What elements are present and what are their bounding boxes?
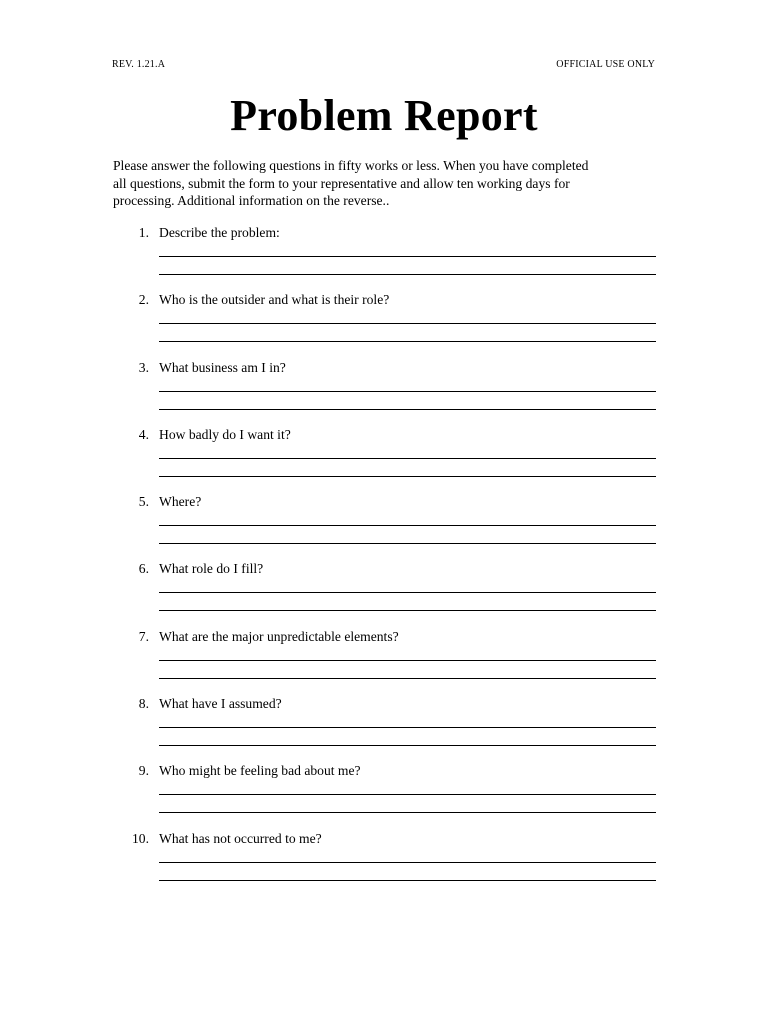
page-title: Problem Report <box>230 91 538 140</box>
question-number: 3. <box>138 359 149 375</box>
answer-line[interactable] <box>159 525 656 526</box>
answer-line[interactable] <box>159 794 656 795</box>
answer-line[interactable] <box>159 880 656 881</box>
question-item <box>113 224 658 291</box>
question-text: Who might be feeling bad about me? <box>159 763 361 779</box>
question-number: 2. <box>138 292 149 308</box>
question-item <box>113 628 658 695</box>
question-number: 7. <box>138 628 149 644</box>
revision-label: REV. 1.21.A <box>112 59 166 70</box>
question-number: 8. <box>138 696 149 712</box>
answer-line[interactable] <box>159 592 656 593</box>
question-text: Who is the outsider and what is their role? <box>159 292 390 308</box>
question-text: What business am I in? <box>159 359 286 375</box>
question-number: 5. <box>138 494 149 510</box>
question-text: How badly do I want it? <box>159 426 291 442</box>
question-text: Where? <box>159 494 202 510</box>
question-number: 1. <box>138 225 149 240</box>
answer-line[interactable] <box>159 543 656 544</box>
question-number: 4. <box>138 426 149 442</box>
question-number: 10. <box>132 830 149 846</box>
question-item <box>113 359 658 426</box>
answer-line[interactable] <box>159 812 656 813</box>
question-text: What have I assumed? <box>159 696 282 712</box>
question-item <box>113 695 658 762</box>
instructions-line: processing. Additional information on the reverse.. <box>113 193 390 208</box>
answer-line[interactable] <box>159 610 656 611</box>
answer-line[interactable] <box>159 274 656 275</box>
answer-line[interactable] <box>159 745 656 746</box>
question-text: What are the major unpredictable elements? <box>159 628 399 644</box>
classification-label: OFFICIAL USE ONLY <box>556 59 655 70</box>
question-list <box>113 224 658 897</box>
answer-line[interactable] <box>159 862 656 863</box>
answer-line[interactable] <box>159 391 656 392</box>
answer-line[interactable] <box>159 678 656 679</box>
question-item <box>113 762 658 829</box>
answer-line[interactable] <box>159 323 656 324</box>
answer-line[interactable] <box>159 256 656 257</box>
question-text: What has not occurred to me? <box>159 830 322 846</box>
question-text: What role do I fill? <box>159 561 264 577</box>
answer-line[interactable] <box>159 660 656 661</box>
question-text: Describe the problem: <box>159 225 280 240</box>
question-item <box>113 426 658 493</box>
answer-line[interactable] <box>159 341 656 342</box>
answer-line[interactable] <box>159 727 656 728</box>
question-number: 6. <box>138 561 149 577</box>
question-item <box>113 291 658 358</box>
instructions-line: Please answer the following questions in fifty works or less. When you have completed <box>113 158 589 173</box>
question-item <box>113 830 658 897</box>
instructions-line: all questions, submit the form to your representative and allow ten working days for <box>113 175 570 191</box>
answer-line[interactable] <box>159 409 656 410</box>
question-item <box>113 560 658 627</box>
question-number: 9. <box>138 763 149 779</box>
question-item <box>113 493 658 560</box>
answer-line[interactable] <box>159 476 656 477</box>
answer-line[interactable] <box>159 458 656 459</box>
instructions-paragraph <box>113 157 658 210</box>
